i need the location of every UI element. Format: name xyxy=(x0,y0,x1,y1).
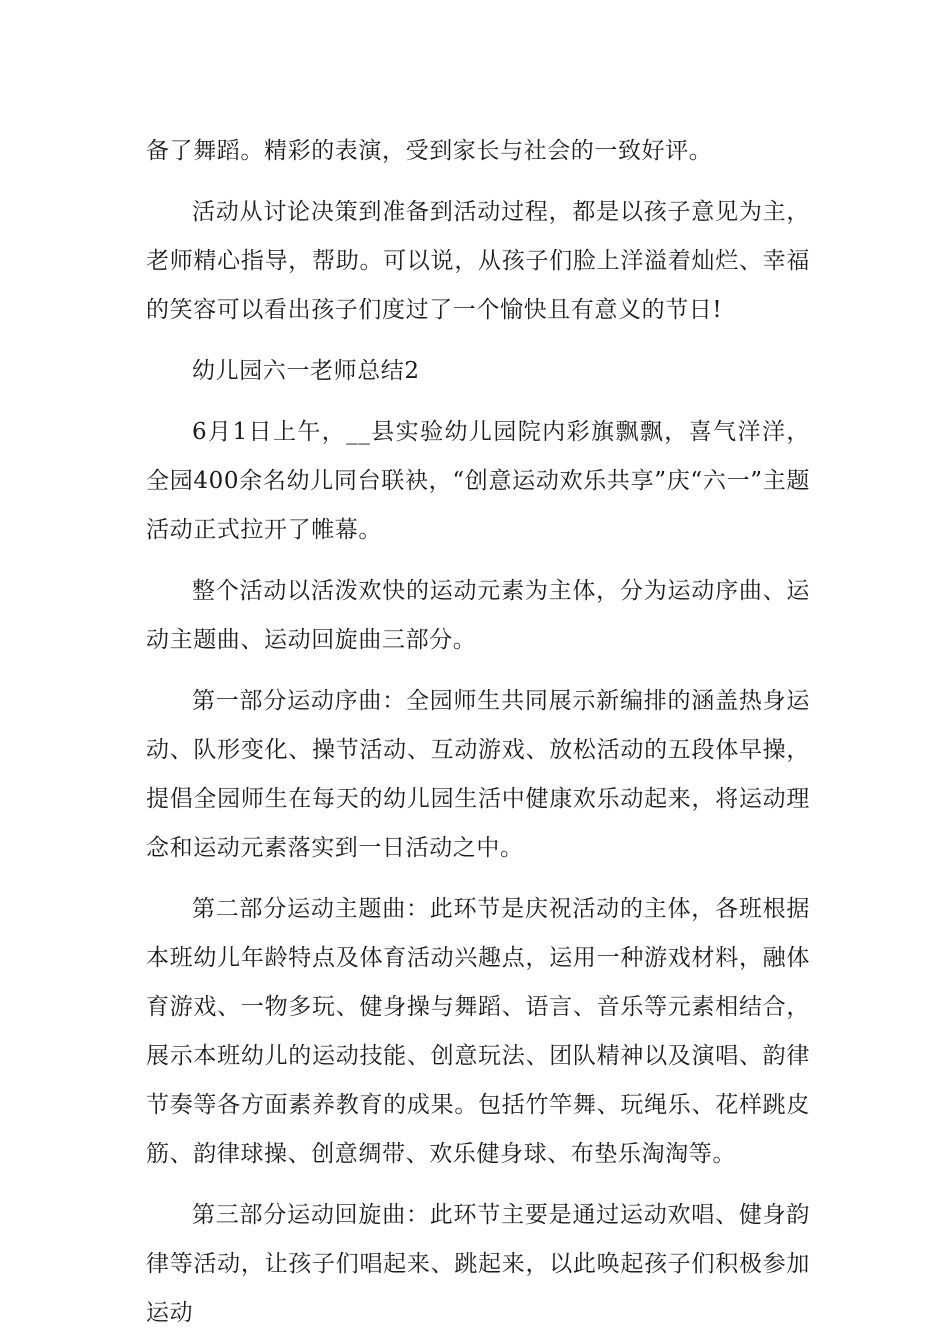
document-body xyxy=(146,127,810,1338)
paragraph-event-opening: 6月1日上午，__县实验幼儿园院内彩旗飘飘，喜气洋洋，全园400余名幼儿同台联袂，“创意运动欢乐共享”庆“六一”主题活动正式拉开了帷幕。 xyxy=(146,419,810,543)
paragraph-event-structure: 整个活动以活泼欢快的运动元素为主体，分为运动序曲、运动主题曲、运动回旋曲三部分。 xyxy=(146,578,810,653)
paragraph-part-two: 第二部分运动主题曲：此环节是庆祝活动的主体，各班根据本班幼儿年龄特点及体育活动兴趣点，运用一种游戏材料，融体育游戏、一物多玩、健身操与舞蹈、语言、音乐等元素相结合，展示本班幼儿的运动技能、创意玩法、团队精神以及演唱、韵律节奏等各方面素养教育的成果。包括竹竿舞、玩绳乐、花样跳皮筋、韵律球操、创意绸带、欢乐健身球、布垫乐淘淘等。 xyxy=(146,896,810,1167)
paragraph-continuation: 备了舞蹈。精彩的表演，受到家长与社会的一致好评。 xyxy=(146,138,713,164)
paragraph-activity-summary: 活动从讨论决策到准备到活动过程，都是以孩子意见为主，老师精心指导，帮助。可以说，从孩子们脸上洋溢着灿烂、幸福的笑容可以看出孩子们度过了一个愉快且有意义的节日! xyxy=(146,199,810,323)
paragraph-part-three: 第三部分运动回旋曲：此环节主要是通过运动欢唱、健身韵律等活动，让孩子们唱起来、跳起来，以此唤起孩子们积极参加运动 xyxy=(146,1202,810,1326)
paragraph-part-one: 第一部分运动序曲：全园师生共同展示新编排的涵盖热身运动、队形变化、操节活动、互动游戏、放松活动的五段体早操，提倡全园师生在每天的幼儿园生活中健康欢乐动起来，将运动理念和运动元素落实到一日活动之中。 xyxy=(146,688,810,861)
section-heading: 幼儿园六一老师总结2 xyxy=(192,358,420,384)
